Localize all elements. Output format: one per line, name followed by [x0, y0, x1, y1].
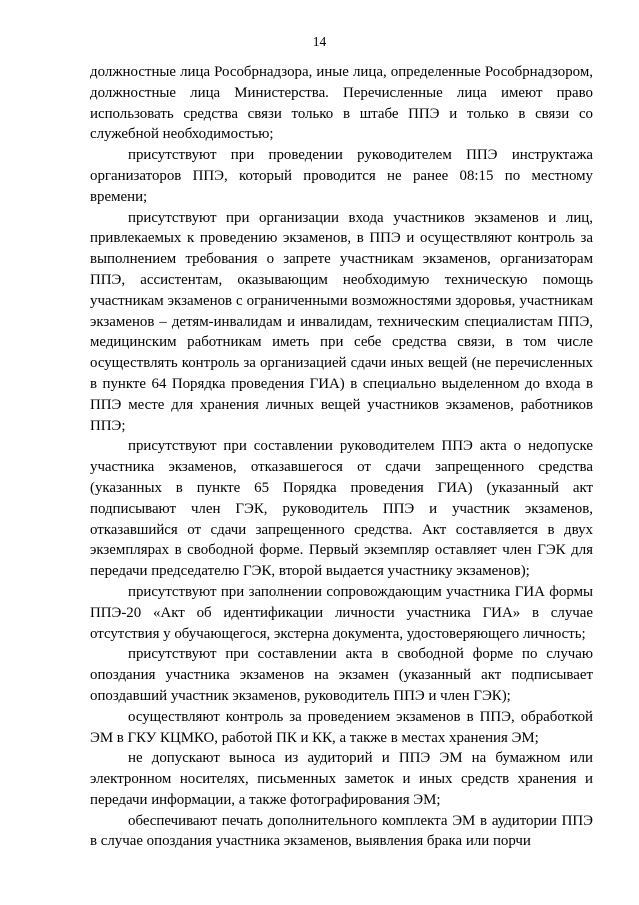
page-number: 14 — [312, 34, 327, 49]
paragraph-officials-communication: должностные лица Рособрнадзора, иные лица, определенные Рособрнадзором, должностные лица Министерства. Перечисленные лица имеют право использовать средства связи только в штабе ППЭ и только в связи со служебной необходимостью; — [90, 64, 593, 143]
paragraph-non-admission-act: присутствуют при составлении руководителем ППЭ акта о недопуске участника экзаменов, отказавшегося от сдачи запрещенного средства (указанных в пункте 65 Порядка проведения ГИА) (указанный акт подписывают член ГЭК, руководитель ППЭ и участник экзаменов, отказавшийся от сдачи запрещенного средства. Акт составляется в двух экземплярах в свободной форме. Первый экземпляр оставляет член ГЭК для передачи председателю ГЭК, второй выдается участнику экзаменов); — [90, 438, 593, 580]
paragraph-briefing: присутствуют при проведении руководителем ППЭ инструктажа организаторов ППЭ, который проводится не ранее 08:15 по местному времени; — [90, 147, 593, 205]
paragraph-identification-form: присутствуют при заполнении сопровождающим участника ГИА формы ППЭ-20 «Акт об идентификации личности участника ГИА» в случае отсутствия у обучающегося, экстерна документа, удостоверяющего личность; — [90, 583, 593, 642]
document-body — [90, 62, 593, 852]
paragraph-exam-control: осуществляют контроль за проведением экзаменов в ППЭ, обработкой ЭМ в ГКУ КЦМКО, работой ПК и КК, а также в местах хранения ЭМ; — [90, 708, 593, 746]
paragraph-entry-control: присутствуют при организации входа участников экзаменов и лиц, привлекаемых к проведению экзаменов, в ППЭ и осуществляют контроль за выполнением требования о запрете участникам экзаменов, организаторам ППЭ, ассистентам, оказывающим необходимую техническую помощь участникам экзаменов с ограниченными возможностями здоровья, участникам экзаменов – детям-инвалидам и инвалидам, техническим специалистам ППЭ, медицинским работникам иметь при себе средства связи, в том числе осуществлять контроль за организацией сдачи иных вещей (не перечисленных в пункте 64 Порядка проведения ГИА) в специально выделенном до входа в ППЭ месте для хранения личных вещей участников экзаменов, работников ППЭ; — [90, 209, 593, 434]
paragraph-lateness-act: присутствуют при составлении акта в свободной форме по случаю опоздания участника экзаменов на экзамен (указанный акт подписывает опоздавший участник экзаменов, руководитель ППЭ и член ГЭК); — [90, 646, 593, 704]
paragraph-no-removal: не допускают выноса из аудиторий и ППЭ ЭМ на бумажном или электронном носителях, письменных заметок и иных средств хранения и передачи информации, а также фотографирования ЭМ; — [90, 750, 593, 808]
paragraph-additional-print: обеспечивают печать дополнительного комплекта ЭМ в аудитории ППЭ в случае опоздания участника экзаменов, выявления брака или порчи — [90, 812, 593, 850]
